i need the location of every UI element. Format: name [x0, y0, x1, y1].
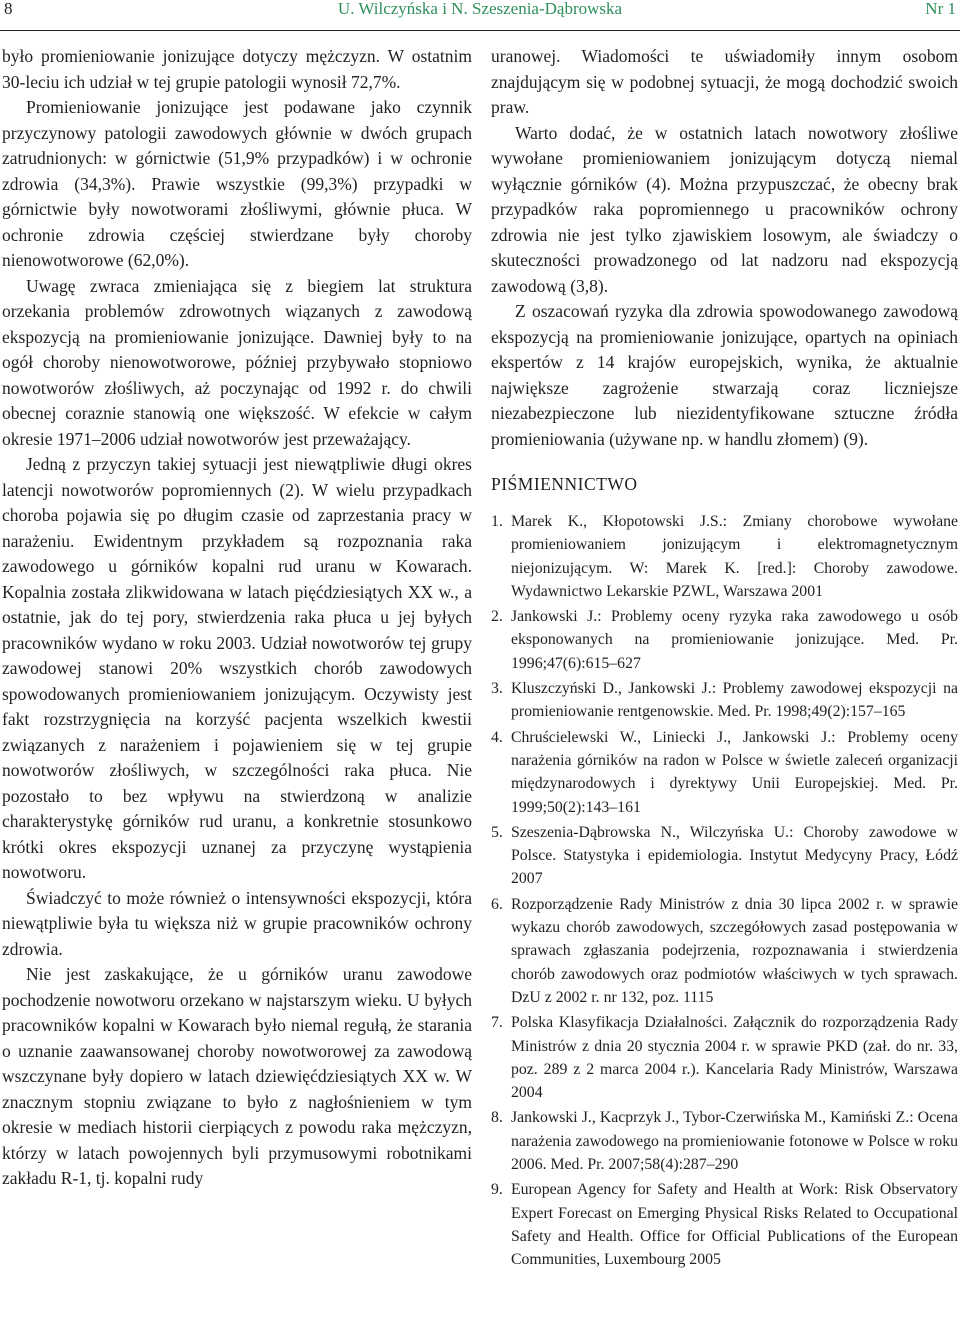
running-header-authors: U. Wilczyńska i N. Szeszenia-Dąbrowska [337, 0, 623, 18]
reference-text: Jankowski J., Kacprzyk J., Tybor-Czerwińska M., Kamiński Z.: Ocena narażenia zawodowego na promieniowanie fotonowe w Polsce w roku 2006. Med. Pr. 2007;58(4):287–290 [511, 1109, 958, 1174]
reference-text: Szeszenia-Dąbrowska N., Wilczyńska U.: Choroby zawodowe w Polsce. Statystyka i epidemiologia. Instytut Medycyny Pracy, Łódź 2007 [511, 823, 958, 888]
body-paragraph: Świadczyć to może również o intensywności ekspozycji, która niewątpliwie była tu większa niż w grupie pracowników ochrony zdrowia. [2, 887, 472, 959]
reference-item [491, 1106, 958, 1176]
reference-number: 7. [491, 1014, 503, 1032]
page-number: 8 [4, 0, 13, 18]
reference-item [491, 1011, 958, 1104]
reference-item [491, 677, 958, 724]
reference-number: 1. [491, 513, 503, 530]
reference-number: 8. [491, 1109, 503, 1127]
reference-text: Marek K., Kłopotowski J.S.: Zmiany chorobowe wywołane promieniowaniem jonizującym i elektromagnetycznym niejonizującym. W: Marek K. [red.]: Choroby zawodowe. Wydawnictwo Lekarskie PZWL, Warszawa 2001 [511, 513, 958, 600]
reference-text: Chruścielewski W., Liniecki J., Jankowski J.: Problemy oceny narażenia górników na radon w Polsce w świetle zaleceń organizacji międzynarodowych i dyrektywy Unii Europejskiej. Med. Pr. 1999;50(2):143–161 [511, 728, 958, 816]
left-column [2, 44, 472, 1192]
reference-item [491, 510, 958, 603]
reference-number: 9. [491, 1181, 503, 1199]
body-paragraph: uranowej. Wiadomości te uświadomiły innym osobom znajdującym się w podobnej sytuacji, że mogą dochodzić swoich praw. [491, 46, 958, 117]
reference-number: 2. [491, 608, 503, 626]
reference-item [491, 821, 958, 891]
reference-number: 5. [491, 823, 503, 841]
reference-item [491, 893, 958, 1009]
reference-item [491, 1178, 958, 1271]
body-paragraph: Nie jest zaskakujące, że u górników uranu zawodowe pochodzenie nowotworu orzekano w najstarszym wieku. U byłych pracowników kopalni w Kowarach było niemal regułą, że starania o uznanie zaawansowanej choroby nowotworowej za zawodową wszczynane były dopiero w latach dziewięćdziesiątych XX w. W znacznym stopniu związane to było z nagłośnieniem w tym okresie w mediach historii cierpiących z powodu raka mężczyzn, którzy w latach powojennych byli przymusowymi robotnikami zakładu R-1, tj. kopalni rudy [2, 964, 472, 1188]
reference-item [491, 726, 958, 819]
reference-text: European Agency for Safety and Health at Work: Risk Observatory Expert Forecast on Emerging Physical Risks Related to Occupational Safety and Health. Office for Official Publications of the European Communities, Luxembourg 2005 [511, 1181, 958, 1269]
reference-number: 3. [491, 680, 503, 698]
reference-number: 6. [491, 895, 503, 913]
reference-text: Kluszczyński D., Jankowski J.: Problemy zawodowej ekspozycji na promieniowanie rentgenowskie. Med. Pr. 1998;49(2):157–165 [511, 680, 958, 721]
body-paragraph: Promieniowanie jonizujące jest podawane jako czynnik przyczynowy patologii zawodowych głównie w dwóch grupach zatrudnionych: w górnictwie (51,9% przypadków) i w ochronie zdrowia (34,3%). Prawie wszystkie (99,3%) przypadki w górnictwie były nowotworami złośliwymi, głównie płuca. W ochronie zdrowia częściej stwierdzane były choroby nienowotworowe (62,0%). [2, 97, 472, 270]
body-paragraph: Uwagę zwraca zmieniająca się z biegiem lat struktura orzekania problemów zdrowotnych wiązanych z zawodową ekspozycją na promieniowanie jonizujące. Dawniej były to na ogół choroby nienowotworowe, później przybywało stopniowo nowotworów złośliwych, aż poczynając od 1992 r. do chwili obecnej coraznie stanowią one większość. W efekcie w całym okresie 1971–2006 udział nowotworów jest przeważający. [2, 275, 472, 449]
reference-text: Rozporządzenie Rady Ministrów z dnia 30 lipca 2002 r. w sprawie wykazu chorób zawodowych, szczegółowych zasad postępowania w sprawach zgłaszania podejrzenia, rozpoznawania i stwierdzenia chorób zawodowych oraz podmiotów właściwych w tych sprawach. DzU z 2002 r. nr 132, poz. 1115 [511, 895, 958, 1006]
reference-text: Polska Klasyfikacja Działalności. Załącznik do rozporządzenia Rady Ministrów z dnia 20 stycznia 2004 r. w sprawie PKD (zał. do nr. 33, poz. 289 z 2 marca 2004 r.). Kancelaria Rady Ministrów, Warszawa 2004 [511, 1014, 958, 1102]
references-list [491, 510, 958, 1272]
references-heading: PIŚMIENNICTWO [491, 474, 638, 494]
reference-item [491, 605, 958, 675]
body-paragraph: Z oszacowań ryzyka dla zdrowia spowodowanego zawodową ekspozycją na promieniowanie jonizujące, opartych na opiniach ekspertów z 14 krajów europejskich, wynika, że aktualnie największe zagrożenie stwarzają coraz liczniejsze niezabezpieczone lub niezidentyfikowane sztuczne źródła promieniowania (używane np. w handlu złomem) (9). [491, 301, 958, 449]
reference-text: Jankowski J.: Problemy oceny ryzyka raka zawodowego u osób eksponowanych na promieniowanie jonizujące. Med. Pr. 1996;47(6):615–627 [511, 608, 958, 672]
header-rule [0, 30, 960, 31]
issue-number: Nr 1 [925, 0, 956, 18]
body-paragraph: Warto dodać, że w ostatnich latach nowotwory złośliwe wywołane promieniowaniem jonizującym dotyczą niemal wyłącznie górników (4). Można przypuszczać, że obecny brak przypadków raka popromiennego u pracowników ochrony zdrowia nie jest tylko zjawiskiem losowym, ale świadczy o skuteczności prowadzonego od lat nadzoru nad ekspozycją zawodową (3,8). [491, 122, 958, 296]
body-paragraph: było promieniowanie jonizujące dotyczy mężczyzn. W ostatnim 30-leciu ich udział w tej grupie patologii wynosił 72,7%. [2, 46, 472, 92]
reference-number: 4. [491, 728, 503, 746]
running-header [0, 0, 960, 34]
body-paragraph: Jedną z przyczyn takiej sytuacji jest niewątpliwie długi okres latencji nowotworów popromiennych (2). W wielu przypadkach choroba pojawia się po długim czasie od zaprzestania pracy w narażeniu. Ewidentnym przykładem są rozpoznania raka zawodowego u górników kopalni rud uranu w Kowarach. Kopalnia została zlikwidowana w latach pięćdziesiątych XX w., a ostatnie, jak do tej pory, stwierdzenia raka płuca u jej byłych pracowników wydano w roku 2003. Udział nowotworów tej grupy zawodowej stanowi 20% wszystkich chorób zawodowych spowodowanych promieniowaniem jonizującym. Oczywisty jest fakt rozstrzygnięcia na korzyść pacjenta wszelkich kwestii związanych z narażeniem i pojawieniem się w tej grupie nowotworów złośliwych, w szczególności raka płuca. Nie pozostało to bez wpływu na stwierdzoną w analizie charakterystykę górników rud uranu, a konkretnie stosunkowo krótki okres ekspozycji uznanej za przyczynę wystąpienia nowotworu. [2, 454, 472, 882]
right-column [491, 44, 958, 1274]
